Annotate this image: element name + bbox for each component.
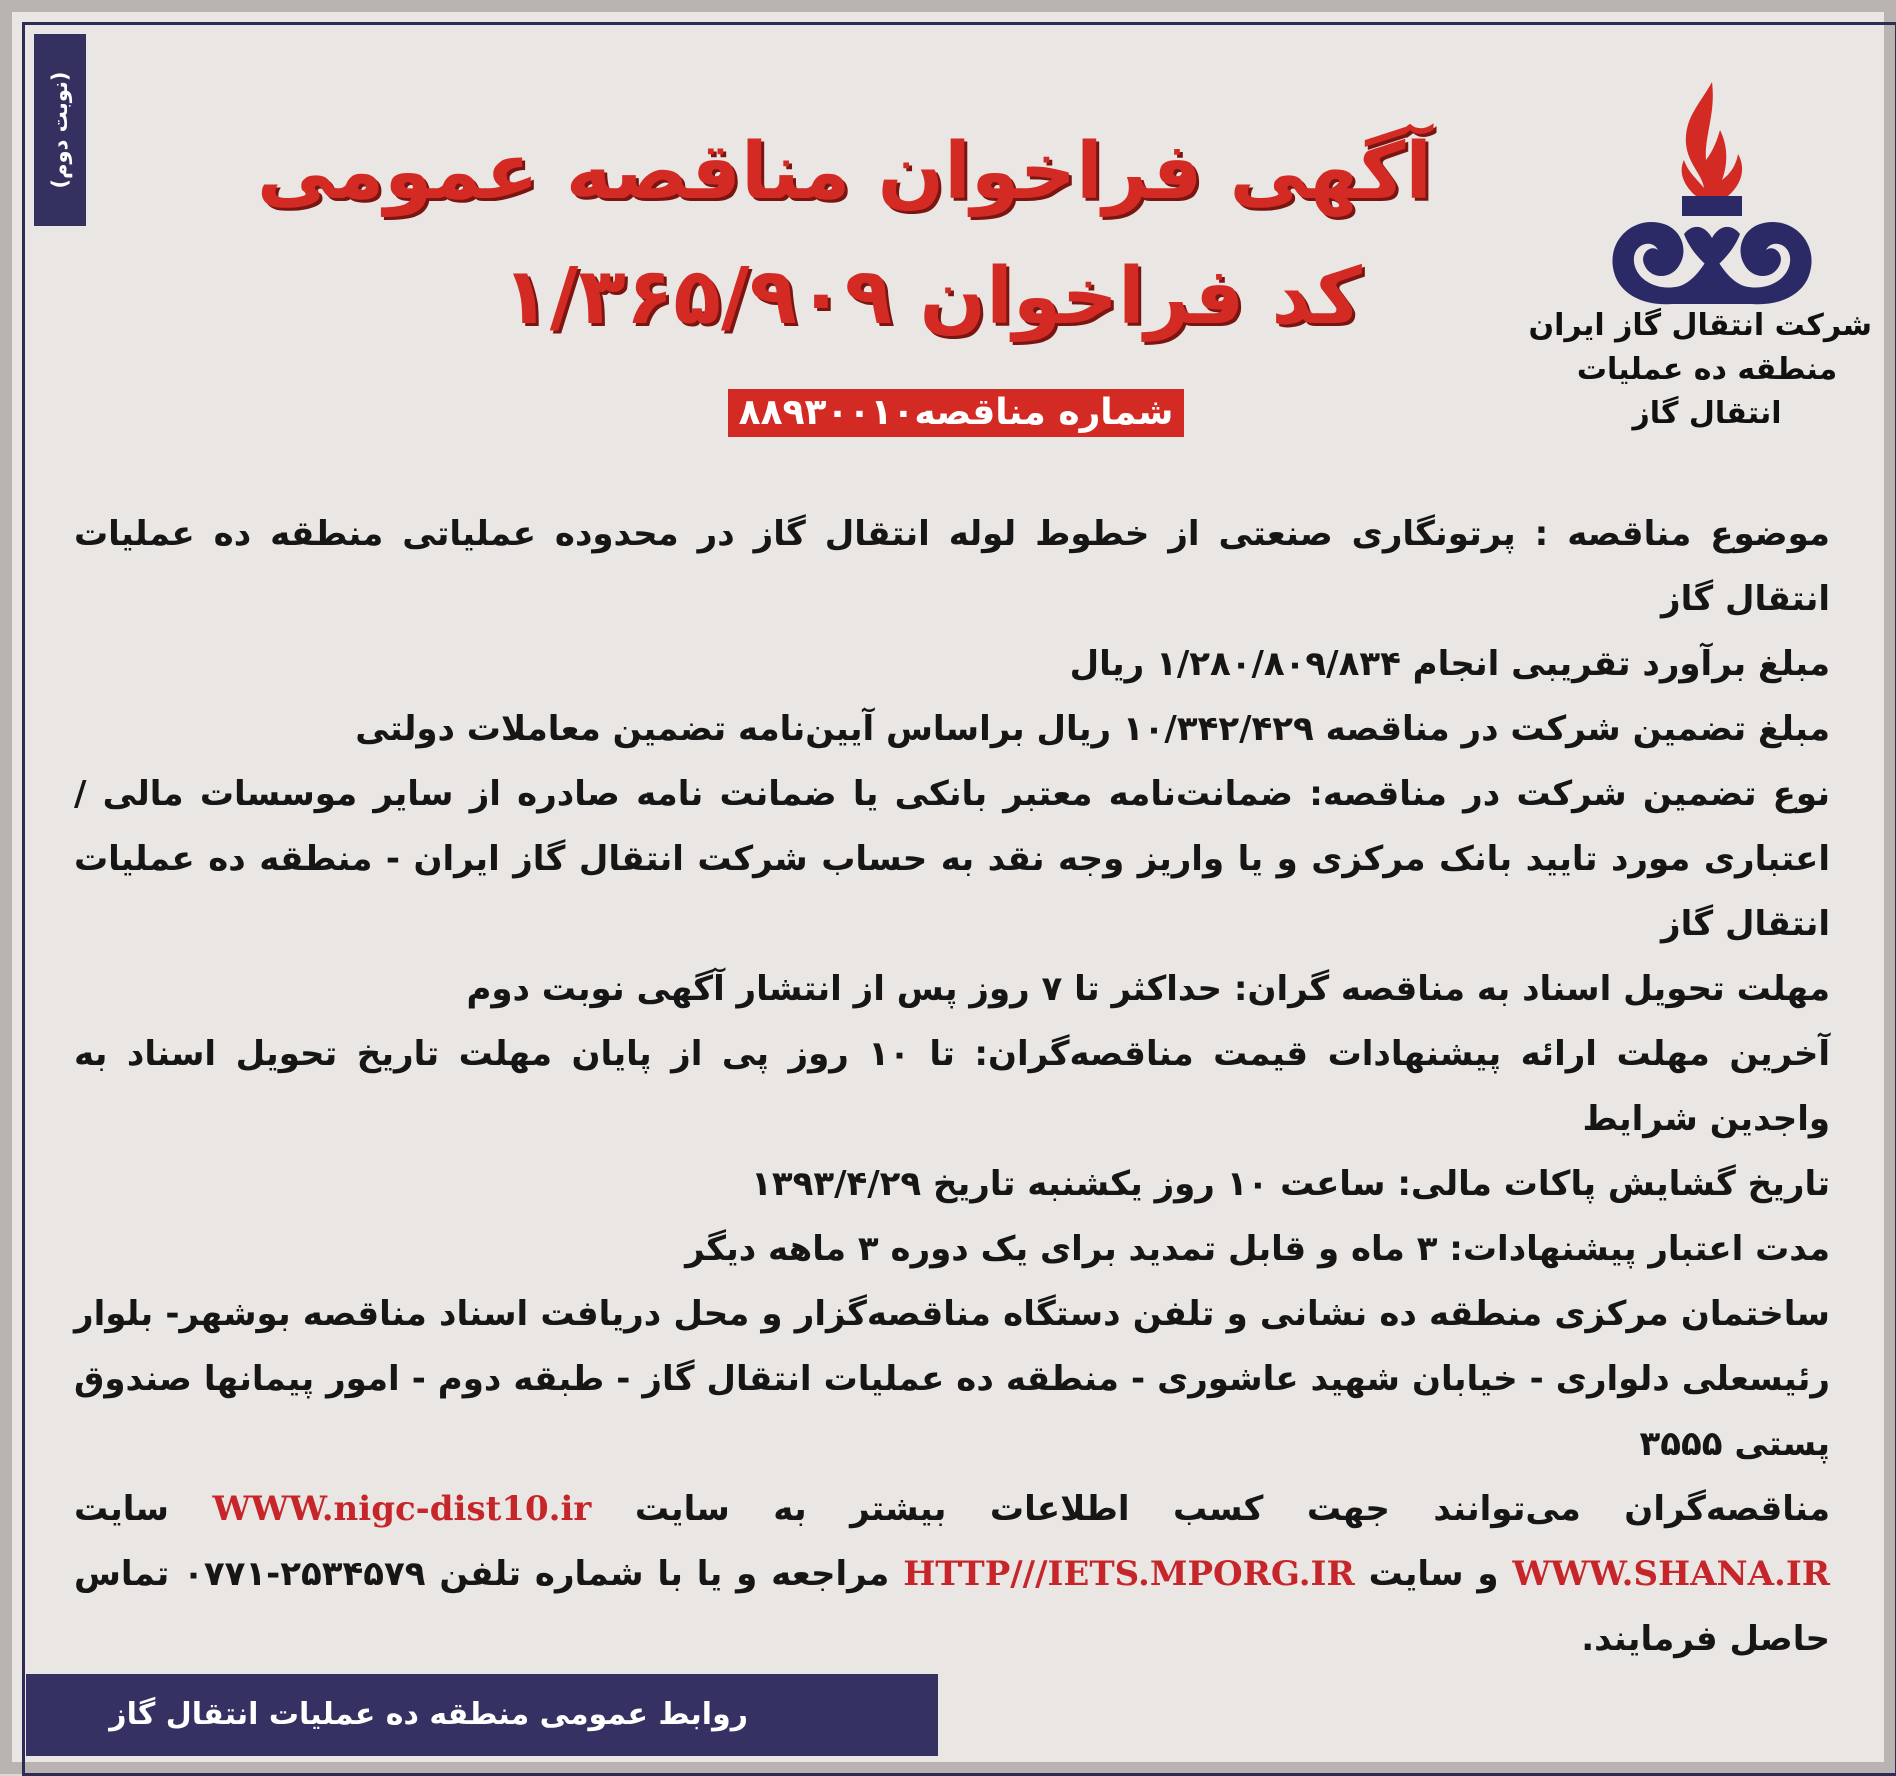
publication-turn-badge: [34, 34, 86, 226]
guarantee-amount-text: مبلغ تضمین شرکت در مناقصه ۱۰/۳۴۲/۴۲۹ ریال براساس آیین‌نامه تضمین معاملات دولتی: [355, 709, 1830, 749]
company-name-block: [1528, 304, 1872, 436]
offer-deadline-text: آخرین مهلت ارائه پیشنهادات قیمت مناقصه‌گران: تا ۱۰ روز پی از پایان مهلت تاریخ تحویل اسناد به واجدین شرایط: [74, 1034, 1830, 1139]
ad-title: آگهی فراخوان مناقصه عمومی: [256, 127, 1432, 217]
address-text: ساختمان مرکزی منطقه ده نشانی و تلفن دستگاه مناقصه‌گزار و محل دریافت اسناد مناقصه بوشهر- بلوار رئیسعلی دلواری - خیابان شهید عاشوری - منطقه ده عملیات انتقال گاز - طبقه دوم - امور پیمانها صندوق پستی ۳۵۵۵: [74, 1294, 1830, 1464]
tender-number-badge: شماره مناقصه۸۸۹۳۰۰۱۰: [728, 389, 1184, 437]
subject-text: موضوع مناقصه : پرتونگاری صنعتی از خطوط لوله انتقال گاز در محدوده عملیاتی منطقه ده عملیات انتقال گاز: [74, 514, 1830, 619]
region-line: منطقه ده عملیات: [1576, 352, 1838, 387]
website-link[interactable]: HTTP///IETS.MPORG.IR: [903, 1554, 1355, 1594]
website-link[interactable]: WWW.SHANA.IR: [1512, 1554, 1830, 1594]
ad-body: [74, 502, 1830, 1672]
guarantee-type-text: نوع تضمین شرکت در مناقصه: ضمانت‌نامه معتبر بانکی یا ضمانت نامه صادره از سایر موسسات مالی / اعتباری مورد تایید بانک مرکزی و یا واریز وجه نقد به حساب شرکت انتقال گاز ایران - منطقه ده عملیات انتقال گاز: [74, 774, 1830, 944]
publication-turn-label: (نوبت دوم): [48, 71, 72, 189]
public-relations-footer: [26, 1674, 938, 1756]
contact-text: مناقصه‌گران می‌توانند جهت کسب اطلاعات بیشتر به سایت: [634, 1489, 1830, 1529]
company-name-line: شرکت انتقال گاز ایران: [1528, 308, 1872, 343]
contact-text: و سایت: [1368, 1554, 1499, 1594]
nigc-flame-logo-icon: [1592, 74, 1832, 314]
opening-date-text: تاریخ گشایش پاکات مالی: ساعت ۱۰ روز یکشنبه تاریخ ۱۳۹۳/۴/۲۹: [751, 1164, 1830, 1204]
validity-text: مدت اعتبار پیشنهادات: ۳ ماه و قابل تمدید برای یک دوره ۳ ماهه دیگر: [685, 1229, 1830, 1269]
call-code: کد فراخوان ۱/۳۶۵/۹۰۹: [502, 252, 1362, 342]
estimate-text: مبلغ برآورد تقریبی انجام ۱/۲۸۰/۸۰۹/۸۳۴ ریال: [1069, 644, 1830, 684]
website-link[interactable]: WWW.nigc-dist10.ir: [212, 1489, 592, 1529]
contact-text: مراجعه و یا با شماره تلفن ۲۵۳۴۵۷۹-۰۷۷۱ تماس حاصل فرمایند.: [74, 1554, 1830, 1659]
delivery-deadline-text: مهلت تحویل اسناد به مناقصه گران: حداکثر تا ۷ روز پس از انتشار آگهی نوبت دوم: [466, 969, 1830, 1009]
footer-text: روابط عمومی منطقه ده عملیات انتقال گاز: [109, 1697, 748, 1732]
division-line: انتقال گاز: [1632, 396, 1782, 431]
contact-paragraph: [74, 1477, 1830, 1672]
contact-text: سایت: [74, 1489, 169, 1529]
